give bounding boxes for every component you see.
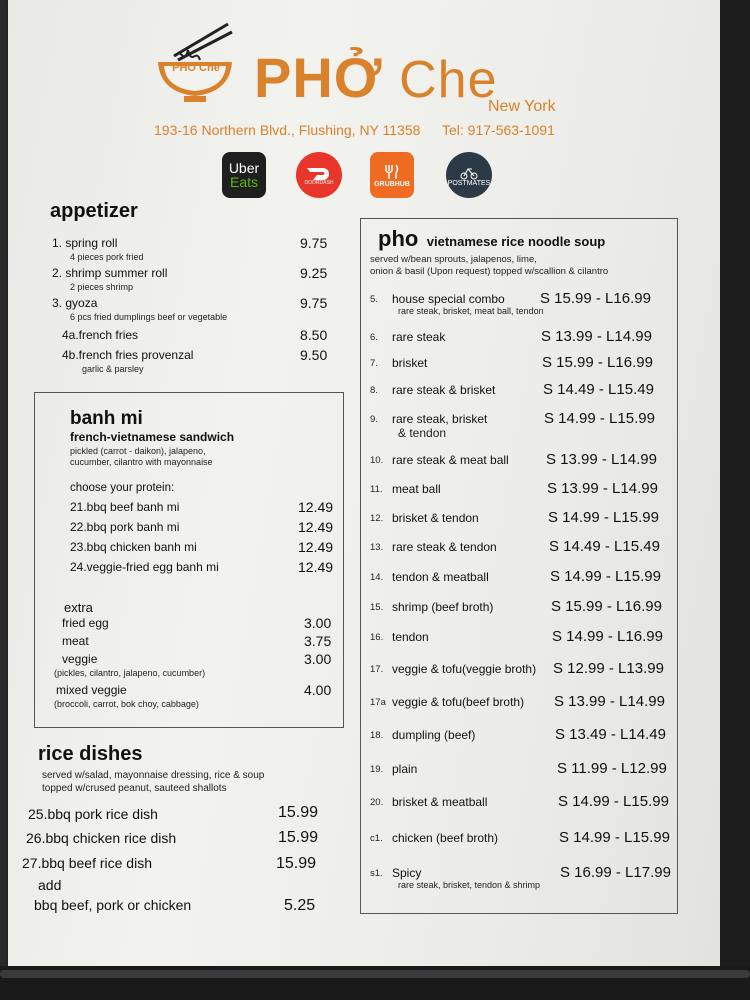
menu-page [8, 0, 720, 968]
pho-item-number: 6. [370, 332, 378, 343]
logo-text: PHO Che [172, 62, 220, 74]
appetizer-note: 6 pcs fried dumplings beef or vegetable [70, 312, 228, 322]
pho-item-name: veggie & tofu(veggie broth) [392, 662, 537, 676]
extra-price: 3.75 [304, 633, 332, 649]
postmates-label: POSTMATES [447, 179, 491, 187]
extra-item: meat [62, 634, 89, 648]
pho-item-name: rare steak [392, 330, 446, 344]
rice-item: 27.bbq beef rice dish [22, 855, 152, 871]
extra-price: 3.00 [304, 615, 332, 631]
pho-heading [378, 226, 605, 252]
appetizer-price: 9.50 [300, 347, 328, 363]
appetizer-price: 8.50 [300, 327, 328, 343]
table-edge-bottom [0, 966, 750, 1000]
pho-item-name: brisket [392, 356, 428, 370]
doordash-icon [305, 164, 333, 180]
banh-mi-item: 21.bbq beef banh mi [70, 500, 180, 514]
phone: Tel: 917-563-1091 [442, 122, 555, 138]
banh-mi-price: 12.49 [298, 519, 334, 535]
uber-eats-line2: Eats [229, 174, 258, 190]
pho-item-number: c1. [370, 833, 383, 844]
pho-item-price: S 14.99 - L15.99 [558, 793, 669, 810]
extra-price: 3.00 [304, 651, 332, 667]
banh-mi-item: 23.bbq chicken banh mi [70, 540, 197, 554]
pho-item-price: S 13.99 - L14.99 [541, 328, 652, 345]
pho-item-price: S 14.99 - L15.99 [544, 410, 655, 427]
postmates-logo [446, 152, 492, 198]
table-edge-right [720, 0, 750, 1000]
grubhub-logo [370, 152, 414, 198]
pho-item-number: 14. [370, 572, 384, 583]
pho-desc: onion & basil (Upon request) topped w/scallion & cilantro [370, 266, 609, 277]
rice-desc: topped w/crused peanut, sauteed shallots [42, 783, 227, 794]
pho-item-price: S 16.99 - L17.99 [560, 864, 671, 881]
pho-item-price: S 13.49 - L14.49 [555, 726, 666, 743]
pho-item-number: 12. [370, 513, 384, 524]
extra-item: veggie [62, 652, 98, 666]
pho-item-price: S 13.99 - L14.99 [554, 693, 665, 710]
extra-note: (pickles, cilantro, jalapeno, cucumber) [54, 668, 206, 678]
pho-desc: served w/bean sprouts, jalapenos, lime, [370, 254, 537, 265]
pho-item-price: S 15.99 - L16.99 [551, 598, 662, 615]
rice-price: 15.99 [278, 829, 319, 846]
appetizer-item: 2. shrimp summer roll [52, 266, 168, 280]
grubhub-icon [383, 163, 401, 181]
banh-mi-item: 24.veggie-fried egg banh mi [70, 560, 219, 574]
address: 193-16 Northern Blvd., Flushing, NY 11358 [154, 122, 421, 138]
appetizer-note: garlic & parsley [82, 364, 144, 374]
banh-mi-subtitle: french-vietnamese sandwich [70, 430, 235, 444]
postmates-icon [460, 164, 478, 180]
rice-dishes-heading: rice dishes [38, 743, 143, 765]
appetizer-item: 1. spring roll [52, 236, 118, 250]
extra-heading: extra [64, 600, 93, 615]
pho-item-price: S 14.49 - L15.49 [549, 538, 660, 555]
extra-price: 4.00 [304, 682, 332, 698]
pho-item-number: 9. [370, 414, 378, 425]
pho-item-name: rare steak & brisket [392, 383, 496, 397]
pho-item-name: tendon & meatball [392, 570, 489, 584]
appetizer-item: 3. gyoza [52, 296, 98, 310]
rice-add-label: add [38, 877, 62, 893]
pho-item-name: brisket & meatball [392, 795, 488, 809]
banh-mi-heading: banh mi [70, 408, 143, 429]
pho-item-name: shrimp (beef broth) [392, 600, 494, 614]
pho-item-price: S 15.99 - L16.99 [542, 354, 653, 371]
rice-add-item: bbq beef, pork or chicken [34, 897, 192, 913]
pho-item-name: veggie & tofu(beef broth) [392, 695, 525, 709]
brand-name [254, 48, 498, 110]
banh-mi-desc: pickled (carrot - daikon), jalapeno, [70, 446, 206, 456]
rice-desc: served w/salad, mayonnaise dressing, rice & soup [42, 770, 265, 781]
rice-add-price: 5.25 [284, 897, 316, 914]
pho-item-number: 16. [370, 632, 384, 643]
pho-item-number: 19. [370, 764, 384, 775]
doordash-logo [296, 152, 342, 198]
pho-item-price: S 15.99 - L16.99 [540, 290, 651, 307]
banh-mi-price: 12.49 [298, 559, 334, 575]
pho-title: pho [378, 226, 419, 251]
pho-item-name: plain [392, 762, 418, 776]
pho-item-number: s1. [370, 868, 383, 879]
pho-item-number: 8. [370, 385, 378, 396]
banh-mi-price: 12.49 [298, 539, 334, 555]
banh-mi-desc: cucumber, cilantro with mayonnaise [70, 457, 213, 467]
grubhub-label: GRUBHUB [374, 180, 410, 188]
appetizer-heading: appetizer [50, 200, 138, 222]
rice-price: 15.99 [276, 855, 317, 872]
appetizer-item: 4b.french fries provenzal [62, 348, 194, 362]
pho-item-name: rare steak & meat ball [392, 453, 509, 467]
pho-item-name: chicken (beef broth) [392, 831, 499, 845]
extra-item: fried egg [62, 616, 109, 630]
rice-item: 25.bbq pork rice dish [28, 806, 158, 822]
appetizer-item: 4a.french fries [62, 328, 139, 342]
rice-price: 15.99 [278, 804, 319, 821]
pho-item-price: S 14.99 - L15.99 [550, 568, 661, 585]
appetizer-note: 2 pieces shrimp [70, 282, 134, 292]
appetizer-price: 9.25 [300, 265, 328, 281]
pho-item-name: rare steak & tendon [392, 540, 497, 554]
rice-item: 26.bbq chicken rice dish [26, 830, 177, 846]
pho-item-note: rare steak, brisket, tendon & shrimp [398, 880, 541, 890]
pho-item-price: S 11.99 - L12.99 [557, 760, 667, 777]
brand-city: New York [488, 98, 556, 115]
brand-che: Che [399, 51, 498, 109]
pho-item-name: Spicy [392, 866, 422, 880]
pho-item-price: S 14.99 - L15.99 [548, 509, 659, 526]
pho-subtitle: vietnamese rice noodle soup [426, 234, 606, 249]
pho-item-name: brisket & tendon [392, 511, 479, 525]
pho-item-number: 5. [370, 294, 378, 305]
pho-item-name: dumpling (beef) [392, 728, 476, 742]
uber-eats-line1: Uber [228, 160, 260, 176]
pho-item-price: S 14.99 - L16.99 [552, 628, 663, 645]
doordash-label: DOORDASH [304, 180, 334, 186]
pho-item-number: 17. [370, 664, 384, 675]
appetizer-price: 9.75 [300, 235, 328, 251]
pho-item-note: rare steak, brisket, meat ball, tendon [398, 306, 544, 316]
pho-item-number: 13. [370, 542, 384, 553]
pho-item-price: S 14.99 - L15.99 [559, 829, 670, 846]
appetizer-price: 9.75 [300, 295, 328, 311]
pho-item-number: 17a [370, 697, 386, 708]
appetizer-note: 4 pieces pork fried [70, 252, 144, 262]
pho-item-number: 20. [370, 797, 384, 808]
pho-item-price: S 13.99 - L14.99 [547, 480, 658, 497]
banh-mi-item: 22.bbq pork banh mi [70, 520, 180, 534]
pho-item-number: 11. [370, 484, 383, 495]
pho-item-name: tendon [392, 630, 429, 644]
pho-item-name: meat ball [392, 482, 441, 496]
brand-pho: PHỞ [254, 46, 383, 109]
uber-eats-logo [222, 152, 266, 198]
choose-protein-label: choose your protein: [70, 482, 175, 494]
extra-note: (broccoli, carrot, bok choy, cabbage) [54, 699, 199, 709]
pho-item-name: rare steak, brisket [392, 412, 488, 426]
pho-item-number: 7. [370, 358, 378, 369]
pho-item-note: & tendon [398, 426, 447, 440]
pho-item-price: S 13.99 - L14.99 [546, 451, 657, 468]
pho-item-number: 15. [370, 602, 384, 613]
pho-item-number: 10. [370, 455, 384, 466]
extra-item: mixed veggie [56, 683, 127, 697]
pho-item-price: S 12.99 - L13.99 [553, 660, 664, 677]
banh-mi-price: 12.49 [298, 499, 334, 515]
pho-item-number: 18. [370, 730, 384, 741]
pho-item-name: house special combo [392, 292, 505, 306]
pho-item-price: S 14.49 - L15.49 [543, 381, 654, 398]
